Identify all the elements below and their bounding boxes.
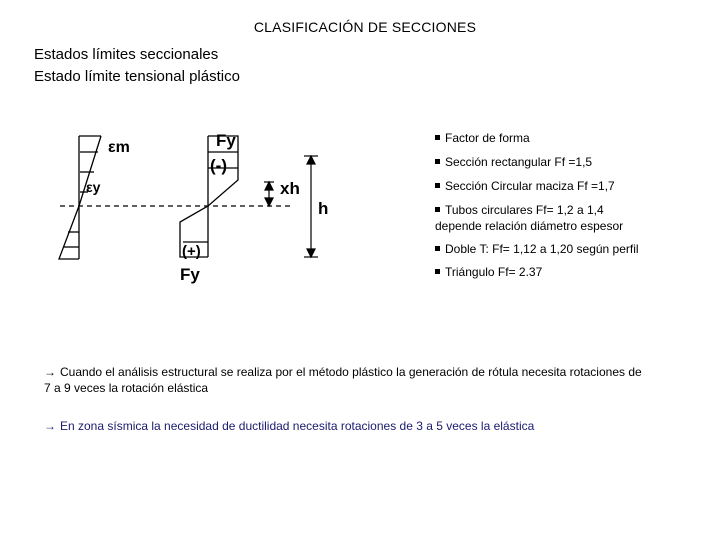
- tension-sign: (+): [182, 243, 201, 260]
- xh-dimension: [264, 182, 274, 206]
- bullet-icon: [435, 183, 440, 188]
- arrow-up-icon: [307, 156, 315, 164]
- bullet-icon: [435, 207, 440, 212]
- section-heading: Estados límites seccionales: [34, 46, 219, 63]
- stress-strain-diagram: [58, 122, 358, 297]
- xh-label: xh: [280, 179, 300, 198]
- arrow-right-icon: →: [44, 365, 56, 379]
- stress-profile: [180, 136, 238, 257]
- h-dimension: [304, 156, 318, 257]
- strain-profile: [59, 136, 101, 259]
- bullet-icon: [435, 246, 440, 251]
- bullet-icon: [435, 269, 440, 274]
- arrow-down-icon: [307, 249, 315, 257]
- note-seismic-zone: → En zona sísmica la necesidad de ductilidad necesita rotaciones de 3 a 5 veces la elástica: [44, 419, 535, 433]
- arrow-up-icon: [265, 182, 273, 190]
- stress-diagram: [180, 136, 238, 257]
- list-item: Factor de forma: [435, 131, 530, 146]
- arrow-down-icon: [265, 198, 273, 206]
- yield-strain-label: εy: [86, 179, 101, 195]
- note-plastic-analysis: → Cuando el análisis estructural se realiza por el método plástico la generación de rótula necesita rotaciones de 7 a 9 veces la rotación elástica: [44, 365, 642, 395]
- list-item: Doble T: Ff= 1,12 a 1,20 según perfil: [435, 242, 639, 257]
- h-label: h: [318, 199, 329, 218]
- strain-diagram: [59, 136, 101, 259]
- list-item: Tubos circulares Ff= 1,2 a 1,4: [435, 203, 604, 218]
- list-item: Sección rectangular Ff =1,5: [435, 155, 592, 170]
- list-item: Sección Circular maciza Ff =1,7: [435, 179, 615, 194]
- arrow-right-icon: →: [44, 419, 56, 433]
- page-title: CLASIFICACIÓN DE SECCIONES: [253, 19, 477, 35]
- compression-sign: (-): [210, 156, 227, 175]
- strain-max-label: εm: [108, 139, 130, 156]
- list-item-continuation: depende relación diámetro espesor: [435, 219, 624, 233]
- yield-stress-bottom-label: Fy: [180, 265, 200, 284]
- bullet-icon: [435, 159, 440, 164]
- section-subheading: Estado límite tensional plástico: [34, 68, 240, 85]
- list-item: Triángulo Ff= 2.37: [435, 265, 542, 280]
- bullet-icon: [435, 135, 440, 140]
- yield-stress-top-label: Fy: [216, 131, 236, 150]
